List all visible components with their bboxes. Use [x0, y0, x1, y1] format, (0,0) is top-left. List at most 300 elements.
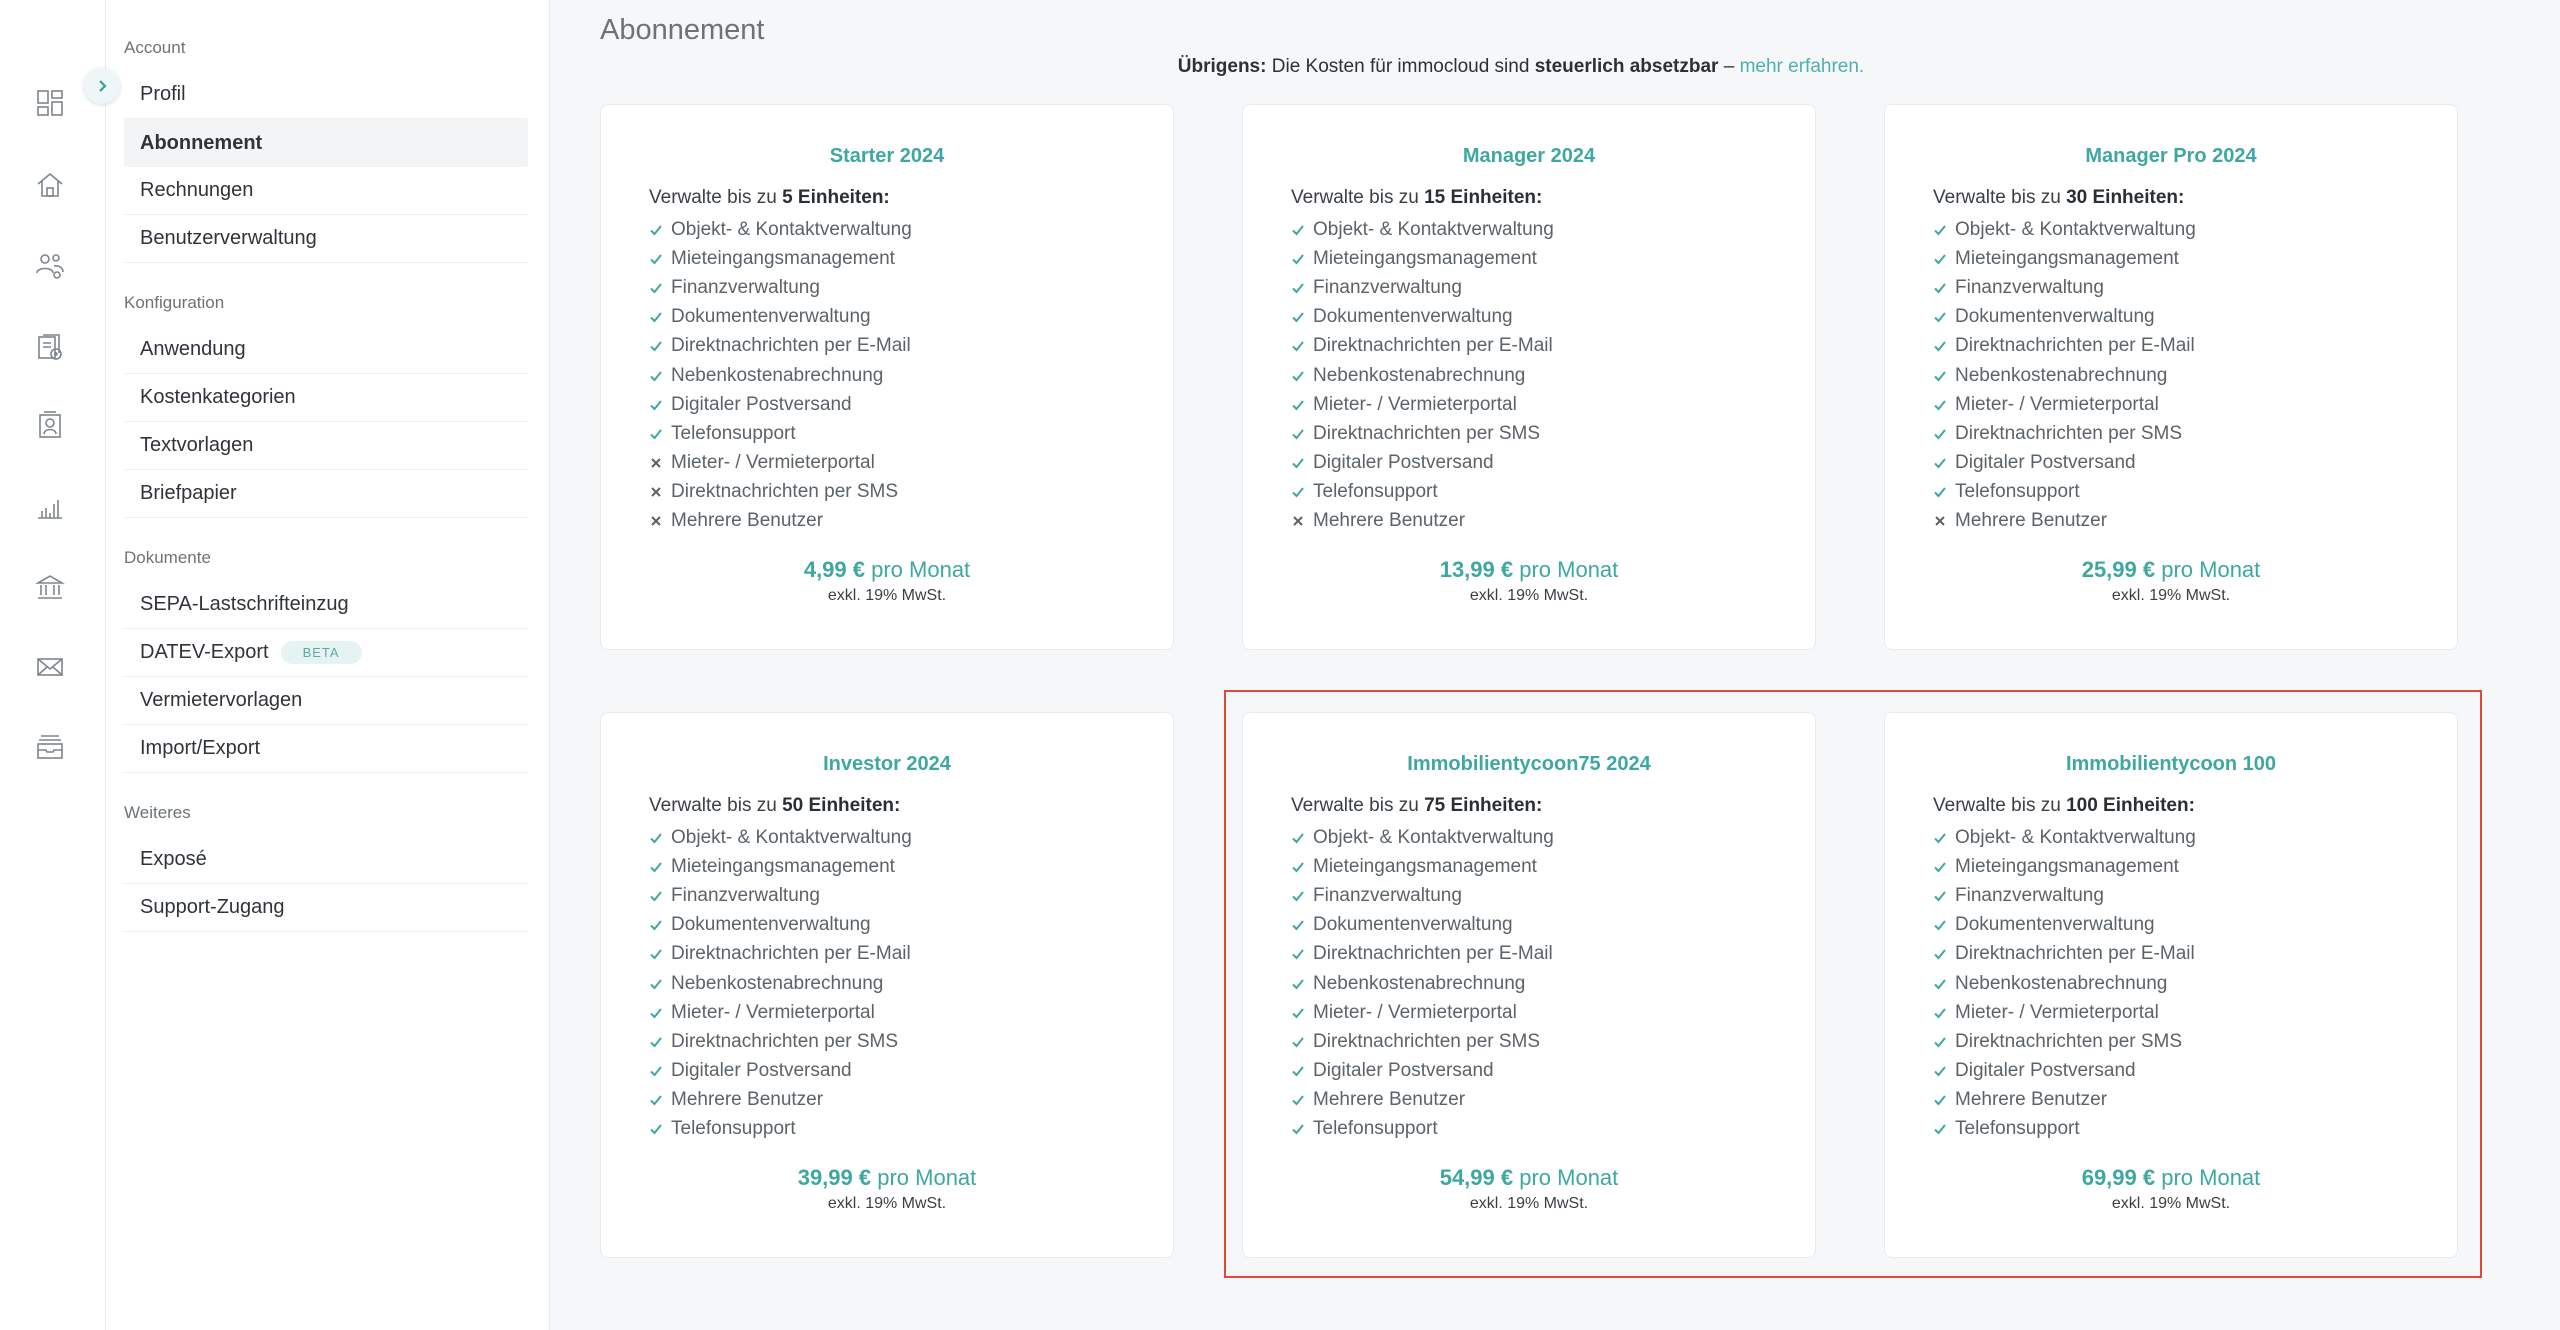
- check-icon: [1291, 1064, 1313, 1078]
- check-icon: [649, 1064, 671, 1078]
- feature-label: Dokumentenverwaltung: [671, 914, 871, 936]
- vat-note: exkl. 19% MwSt.: [2111, 1195, 2231, 1212]
- beta-badge: BETA: [281, 641, 362, 664]
- check-icon: [1291, 1122, 1313, 1136]
- feature-item: [1933, 332, 2196, 361]
- contacts-icon[interactable]: [30, 245, 70, 285]
- chevron-right-icon: [94, 78, 110, 94]
- price-period: pro Monat: [865, 557, 971, 582]
- nav-item-label: Textvorlagen: [140, 434, 254, 456]
- feature-label: Mieter- / Vermieterportal: [671, 452, 875, 474]
- feature-label: Telefonsupport: [1313, 1118, 1438, 1140]
- feature-item: [1933, 215, 2196, 244]
- price-amount: 39,99 €: [797, 1165, 872, 1190]
- feature-item: [1933, 823, 2196, 852]
- plan-name: Starter 2024: [829, 145, 945, 167]
- feature-item: [1291, 1086, 1554, 1115]
- check-icon: [1933, 1122, 1955, 1136]
- feature-item: [1291, 332, 1554, 361]
- plan-price: [1885, 1165, 2457, 1191]
- feature-label: Direktnachrichten per E-Mail: [1313, 943, 1553, 965]
- feature-label: Mehrere Benutzer: [671, 510, 824, 532]
- check-icon: [649, 339, 671, 353]
- feature-label: Direktnachrichten per E-Mail: [671, 335, 911, 357]
- nav-item-label: Support-Zugang: [140, 896, 285, 918]
- check-icon: [649, 427, 671, 441]
- units-value: 75 Einheiten:: [1424, 795, 1543, 816]
- check-icon: [649, 252, 671, 266]
- feature-item: [649, 390, 912, 419]
- chart-icon[interactable]: [30, 487, 70, 527]
- feature-item: [1291, 823, 1554, 852]
- feature-label: Objekt- & Kontaktverwaltung: [671, 218, 912, 240]
- nav-section-title: Konfiguration: [124, 293, 225, 312]
- feature-label: Nebenkostenabrechnung: [1955, 364, 2168, 386]
- feature-label: Finanzverwaltung: [1313, 276, 1462, 298]
- feature-label: Dokumentenverwaltung: [1313, 306, 1513, 328]
- feature-item: [1291, 881, 1554, 910]
- price-amount: 13,99 €: [1439, 557, 1514, 582]
- plan-price: [1885, 557, 2457, 583]
- plan-units: [1291, 187, 1542, 209]
- feature-label: Telefonsupport: [671, 1118, 796, 1140]
- check-icon: [1291, 223, 1313, 237]
- price-period: pro Monat: [1513, 1165, 1619, 1190]
- price-period: pro Monat: [2155, 1165, 2261, 1190]
- check-icon: [1933, 398, 1955, 412]
- cross-icon: [1933, 514, 1955, 528]
- nav-item-label: Kostenkategorien: [140, 386, 296, 408]
- feature-label: Finanzverwaltung: [671, 276, 820, 298]
- feature-label: Mehrere Benutzer: [1955, 1089, 2108, 1111]
- check-icon: [1933, 223, 1955, 237]
- check-icon: [1933, 1064, 1955, 1078]
- plan-price: [1243, 557, 1815, 583]
- feature-label: Nebenkostenabrechnung: [1955, 972, 2168, 994]
- feature-item: [649, 1115, 912, 1144]
- feature-label: Digitaler Postversand: [671, 393, 852, 415]
- note-text: Die Kosten für immocloud sind: [1266, 56, 1535, 77]
- settings-nav: [106, 0, 550, 1330]
- feature-label: Direktnachrichten per SMS: [671, 481, 899, 503]
- feature-item: [1933, 852, 2196, 881]
- check-icon: [1933, 1006, 1955, 1020]
- plan-name: Immobilientycoon75 2024: [1407, 753, 1651, 775]
- check-icon: [649, 918, 671, 932]
- feature-item: [649, 1086, 912, 1115]
- check-icon: [1933, 369, 1955, 383]
- units-value: 5 Einheiten:: [782, 187, 890, 208]
- note-emphasis: steuerlich absetzbar: [1534, 56, 1719, 77]
- nav-item-label: Benutzerverwaltung: [140, 227, 317, 249]
- feature-item: [649, 940, 912, 969]
- feature-label: Objekt- & Kontaktverwaltung: [671, 826, 912, 848]
- check-icon: [1291, 860, 1313, 874]
- plan-card[interactable]: [1884, 712, 2458, 1258]
- feature-item: [1933, 244, 2196, 273]
- plan-card[interactable]: [1242, 104, 1816, 650]
- nav-item-sepa[interactable]: [124, 581, 528, 629]
- feature-label: Dokumentenverwaltung: [1313, 914, 1513, 936]
- feature-item: [1933, 478, 2196, 507]
- feature-item: [1291, 507, 1554, 536]
- nav-item-label: Briefpapier: [140, 482, 237, 504]
- check-icon: [649, 1006, 671, 1020]
- feature-item: [649, 1057, 912, 1086]
- nav-item-briefpapier[interactable]: [124, 470, 528, 518]
- units-prefix: Verwalte bis zu: [1291, 795, 1425, 816]
- feature-item: [1291, 390, 1554, 419]
- feature-item: [1291, 998, 1554, 1027]
- feature-label: Mieteingangsmanagement: [1955, 855, 2179, 877]
- plan-units: [649, 187, 890, 209]
- feature-item: [1291, 273, 1554, 302]
- check-icon: [649, 947, 671, 961]
- feature-item: [1291, 419, 1554, 448]
- check-icon: [1291, 252, 1313, 266]
- check-icon: [1291, 456, 1313, 470]
- plan-name: Manager 2024: [1462, 145, 1596, 167]
- nav-item-datev-export[interactable]: [124, 629, 528, 677]
- check-icon: [649, 223, 671, 237]
- units-prefix: Verwalte bis zu: [649, 795, 783, 816]
- vat-note: exkl. 19% MwSt.: [1469, 1195, 1589, 1212]
- plan-price: [601, 557, 1173, 583]
- check-icon: [649, 889, 671, 903]
- feature-item: [1933, 940, 2196, 969]
- check-icon: [1933, 947, 1955, 961]
- vat-note: exkl. 19% MwSt.: [1469, 587, 1589, 604]
- feature-label: Direktnachrichten per E-Mail: [1955, 335, 2195, 357]
- nav-section-title: Weiteres: [124, 803, 191, 822]
- feature-label: Direktnachrichten per SMS: [1955, 422, 2183, 444]
- plan-card[interactable]: [600, 104, 1174, 650]
- feature-item: [649, 478, 912, 507]
- plan-name: Immobilientycoon 100: [2065, 753, 2277, 775]
- feature-item: [649, 881, 912, 910]
- nav-item-anwendung[interactable]: [124, 326, 528, 374]
- feature-item: [1291, 1057, 1554, 1086]
- check-icon: [649, 398, 671, 412]
- feature-list: [1291, 823, 1554, 1144]
- check-icon: [1933, 860, 1955, 874]
- check-icon: [1933, 339, 1955, 353]
- feature-label: Dokumentenverwaltung: [671, 306, 871, 328]
- feature-item: [1291, 969, 1554, 998]
- nav-item-rechnungen[interactable]: [124, 167, 528, 215]
- plan-units: [1291, 795, 1542, 817]
- note-prefix: Übrigens:: [1177, 56, 1267, 77]
- feature-label: Mehrere Benutzer: [1313, 510, 1466, 532]
- check-icon: [649, 1093, 671, 1107]
- feature-item: [1933, 449, 2196, 478]
- bank-icon[interactable]: [30, 567, 70, 607]
- nav-item-support-zugang[interactable]: [124, 884, 528, 932]
- feature-label: Digitaler Postversand: [1313, 452, 1494, 474]
- nav-item-label: Profil: [140, 83, 186, 105]
- check-icon: [1933, 1035, 1955, 1049]
- nav-item-label: DATEV-Export: [140, 641, 269, 663]
- feature-item: [1291, 852, 1554, 881]
- feature-label: Direktnachrichten per SMS: [1313, 422, 1541, 444]
- check-icon: [649, 1035, 671, 1049]
- plan-card[interactable]: [1884, 104, 2458, 650]
- feature-item: [649, 998, 912, 1027]
- feature-label: Mehrere Benutzer: [1955, 510, 2108, 532]
- check-icon: [1933, 485, 1955, 499]
- plan-card[interactable]: [600, 712, 1174, 1258]
- feature-item: [1291, 361, 1554, 390]
- feature-item: [1933, 1115, 2196, 1144]
- nav-item-label: Exposé: [140, 848, 207, 870]
- dashboard-icon[interactable]: [30, 83, 70, 123]
- feature-item: [649, 273, 912, 302]
- feature-item: [649, 332, 912, 361]
- nav-item-profil[interactable]: [124, 71, 528, 119]
- icon-rail: [0, 0, 106, 1330]
- feature-label: Objekt- & Kontaktverwaltung: [1313, 218, 1554, 240]
- vat-note: exkl. 19% MwSt.: [827, 1195, 947, 1212]
- feature-label: Digitaler Postversand: [1955, 452, 2136, 474]
- price-amount: 25,99 €: [2081, 557, 2156, 582]
- sidebar-collapse-toggle[interactable]: [84, 68, 120, 104]
- feature-item: [649, 507, 912, 536]
- feature-label: Direktnachrichten per SMS: [1955, 1030, 2183, 1052]
- vat-note: exkl. 19% MwSt.: [827, 587, 947, 604]
- check-icon: [1291, 889, 1313, 903]
- feature-item: [1933, 881, 2196, 910]
- feature-item: [649, 823, 912, 852]
- feature-label: Mieteingangsmanagement: [1313, 247, 1537, 269]
- nav-item-label: Vermietervorlagen: [140, 689, 303, 711]
- nav-item-label: Anwendung: [140, 338, 246, 360]
- check-icon: [1291, 310, 1313, 324]
- feature-label: Dokumentenverwaltung: [1955, 914, 2155, 936]
- check-icon: [649, 977, 671, 991]
- feature-item: [1933, 969, 2196, 998]
- nav-item-import-export[interactable]: [124, 725, 528, 773]
- feature-label: Digitaler Postversand: [1955, 1060, 2136, 1082]
- archive-icon[interactable]: [30, 727, 70, 767]
- check-icon: [649, 369, 671, 383]
- feature-item: [649, 303, 912, 332]
- feature-label: Objekt- & Kontaktverwaltung: [1955, 218, 2196, 240]
- check-icon: [1291, 1006, 1313, 1020]
- page-title: Abonnement: [600, 14, 765, 46]
- plan-units: [649, 795, 900, 817]
- check-icon: [649, 831, 671, 845]
- check-icon: [1291, 977, 1313, 991]
- feature-label: Telefonsupport: [1313, 481, 1438, 503]
- feature-item: [1291, 940, 1554, 969]
- feature-item: [1933, 303, 2196, 332]
- check-icon: [649, 310, 671, 324]
- feature-item: [1933, 390, 2196, 419]
- units-prefix: Verwalte bis zu: [649, 187, 783, 208]
- units-value: 100 Einheiten:: [2066, 795, 2195, 816]
- feature-label: Nebenkostenabrechnung: [1313, 972, 1526, 994]
- check-icon: [1933, 427, 1955, 441]
- feature-label: Mehrere Benutzer: [671, 1089, 824, 1111]
- vat-note: exkl. 19% MwSt.: [2111, 587, 2231, 604]
- check-icon: [1291, 947, 1313, 961]
- feature-item: [649, 215, 912, 244]
- check-icon: [1291, 918, 1313, 932]
- nav-item-expose[interactable]: [124, 836, 528, 884]
- cross-icon: [649, 514, 671, 528]
- check-icon: [1933, 977, 1955, 991]
- feature-item: [1933, 998, 2196, 1027]
- feature-item: [1933, 1057, 2196, 1086]
- feature-item: [1291, 244, 1554, 273]
- check-icon: [1933, 456, 1955, 470]
- plan-units: [1933, 187, 2184, 209]
- feature-label: Nebenkostenabrechnung: [671, 972, 884, 994]
- feature-list: [1933, 215, 2196, 536]
- tenant-icon[interactable]: [30, 405, 70, 445]
- mail-icon[interactable]: [30, 647, 70, 687]
- check-icon: [1933, 1093, 1955, 1107]
- units-prefix: Verwalte bis zu: [1933, 187, 2067, 208]
- feature-label: Telefonsupport: [671, 422, 796, 444]
- feature-label: Mieter- / Vermieterportal: [1955, 1001, 2159, 1023]
- feature-label: Mehrere Benutzer: [1313, 1089, 1466, 1111]
- nav-section-title: Dokumente: [124, 548, 211, 567]
- check-icon: [1291, 427, 1313, 441]
- check-icon: [1291, 281, 1313, 295]
- feature-item: [649, 419, 912, 448]
- feature-item: [1933, 507, 2196, 536]
- feature-item: [649, 911, 912, 940]
- price-amount: 69,99 €: [2081, 1165, 2156, 1190]
- price-amount: 4,99 €: [803, 557, 865, 582]
- check-icon: [1933, 889, 1955, 903]
- feature-label: Mieter- / Vermieterportal: [1955, 393, 2159, 415]
- feature-label: Direktnachrichten per E-Mail: [1313, 335, 1553, 357]
- feature-label: Direktnachrichten per E-Mail: [1955, 943, 2195, 965]
- plan-card[interactable]: [1242, 712, 1816, 1258]
- feature-item: [649, 244, 912, 273]
- feature-label: Mieteingangsmanagement: [1313, 855, 1537, 877]
- feature-label: Finanzverwaltung: [1955, 276, 2104, 298]
- feature-label: Finanzverwaltung: [1955, 884, 2104, 906]
- home-icon[interactable]: [30, 165, 70, 205]
- check-icon: [1933, 281, 1955, 295]
- nav-item-label: Abonnement: [140, 131, 263, 154]
- price-amount: 54,99 €: [1439, 1165, 1514, 1190]
- check-icon: [1933, 918, 1955, 932]
- plan-price: [1243, 1165, 1815, 1191]
- feature-label: Nebenkostenabrechnung: [1313, 364, 1526, 386]
- check-icon: [1933, 252, 1955, 266]
- feature-label: Mieter- / Vermieterportal: [1313, 1001, 1517, 1023]
- feature-item: [1933, 1086, 2196, 1115]
- check-icon: [1291, 485, 1313, 499]
- feature-label: Telefonsupport: [1955, 481, 2080, 503]
- feature-item: [649, 852, 912, 881]
- feature-item: [1933, 419, 2196, 448]
- plan-name: Manager Pro 2024: [2085, 145, 2257, 167]
- feature-label: Mieter- / Vermieterportal: [671, 1001, 875, 1023]
- check-icon: [1933, 831, 1955, 845]
- nav-item-abonnement[interactable]: [124, 119, 528, 167]
- feature-item: [1291, 1115, 1554, 1144]
- plan-units: [1933, 795, 2195, 817]
- price-period: pro Monat: [871, 1165, 977, 1190]
- feature-label: Mieter- / Vermieterportal: [1313, 393, 1517, 415]
- feature-item: [649, 1027, 912, 1056]
- plan-name: Investor 2024: [823, 753, 951, 775]
- feature-label: Mieteingangsmanagement: [671, 247, 895, 269]
- note-separator: –: [1718, 56, 1740, 77]
- nav-item-label: SEPA-Lastschrifteinzug: [140, 593, 349, 615]
- cross-icon: [649, 485, 671, 499]
- feature-label: Objekt- & Kontaktverwaltung: [1955, 826, 2196, 848]
- check-icon: [1291, 398, 1313, 412]
- feature-label: Direktnachrichten per SMS: [1313, 1030, 1541, 1052]
- cross-icon: [649, 456, 671, 470]
- feature-list: [1933, 823, 2196, 1144]
- feature-item: [1291, 1027, 1554, 1056]
- feature-label: Nebenkostenabrechnung: [671, 364, 884, 386]
- documents-icon[interactable]: [30, 327, 70, 367]
- feature-item: [1291, 478, 1554, 507]
- feature-list: [649, 215, 912, 536]
- feature-label: Direktnachrichten per E-Mail: [671, 943, 911, 965]
- units-prefix: Verwalte bis zu: [1933, 795, 2067, 816]
- feature-label: Objekt- & Kontaktverwaltung: [1313, 826, 1554, 848]
- feature-label: Telefonsupport: [1955, 1118, 2080, 1140]
- feature-list: [649, 823, 912, 1144]
- price-period: pro Monat: [1513, 557, 1619, 582]
- feature-item: [1291, 449, 1554, 478]
- feature-label: Direktnachrichten per SMS: [671, 1030, 899, 1052]
- feature-item: [1291, 911, 1554, 940]
- check-icon: [1291, 1035, 1313, 1049]
- nav-item-textvorlagen[interactable]: [124, 422, 528, 470]
- learn-more-link[interactable]: mehr erfahren.: [1739, 56, 1865, 77]
- nav-item-label: Rechnungen: [140, 179, 254, 201]
- price-period: pro Monat: [2155, 557, 2261, 582]
- nav-section-title: Account: [124, 38, 186, 57]
- tax-deductible-note: [600, 56, 2442, 78]
- feature-label: Finanzverwaltung: [671, 884, 820, 906]
- feature-item: [1291, 303, 1554, 332]
- feature-item: [649, 969, 912, 998]
- feature-label: Mieteingangsmanagement: [671, 855, 895, 877]
- check-icon: [649, 860, 671, 874]
- feature-item: [1291, 215, 1554, 244]
- nav-item-kostenkategorien[interactable]: [124, 374, 528, 422]
- feature-label: Finanzverwaltung: [1313, 884, 1462, 906]
- feature-label: Mieteingangsmanagement: [1955, 247, 2179, 269]
- nav-item-benutzerverwaltung[interactable]: [124, 215, 528, 263]
- check-icon: [1291, 1093, 1313, 1107]
- check-icon: [1291, 831, 1313, 845]
- feature-list: [1291, 215, 1554, 536]
- feature-item: [649, 449, 912, 478]
- check-icon: [1291, 339, 1313, 353]
- units-value: 15 Einheiten:: [1424, 187, 1543, 208]
- feature-item: [1933, 361, 2196, 390]
- check-icon: [1291, 369, 1313, 383]
- plan-price: [601, 1165, 1173, 1191]
- check-icon: [649, 1122, 671, 1136]
- nav-item-label: Import/Export: [140, 737, 261, 759]
- nav-item-vermietervorlagen[interactable]: [124, 677, 528, 725]
- feature-item: [1933, 1027, 2196, 1056]
- feature-item: [1933, 273, 2196, 302]
